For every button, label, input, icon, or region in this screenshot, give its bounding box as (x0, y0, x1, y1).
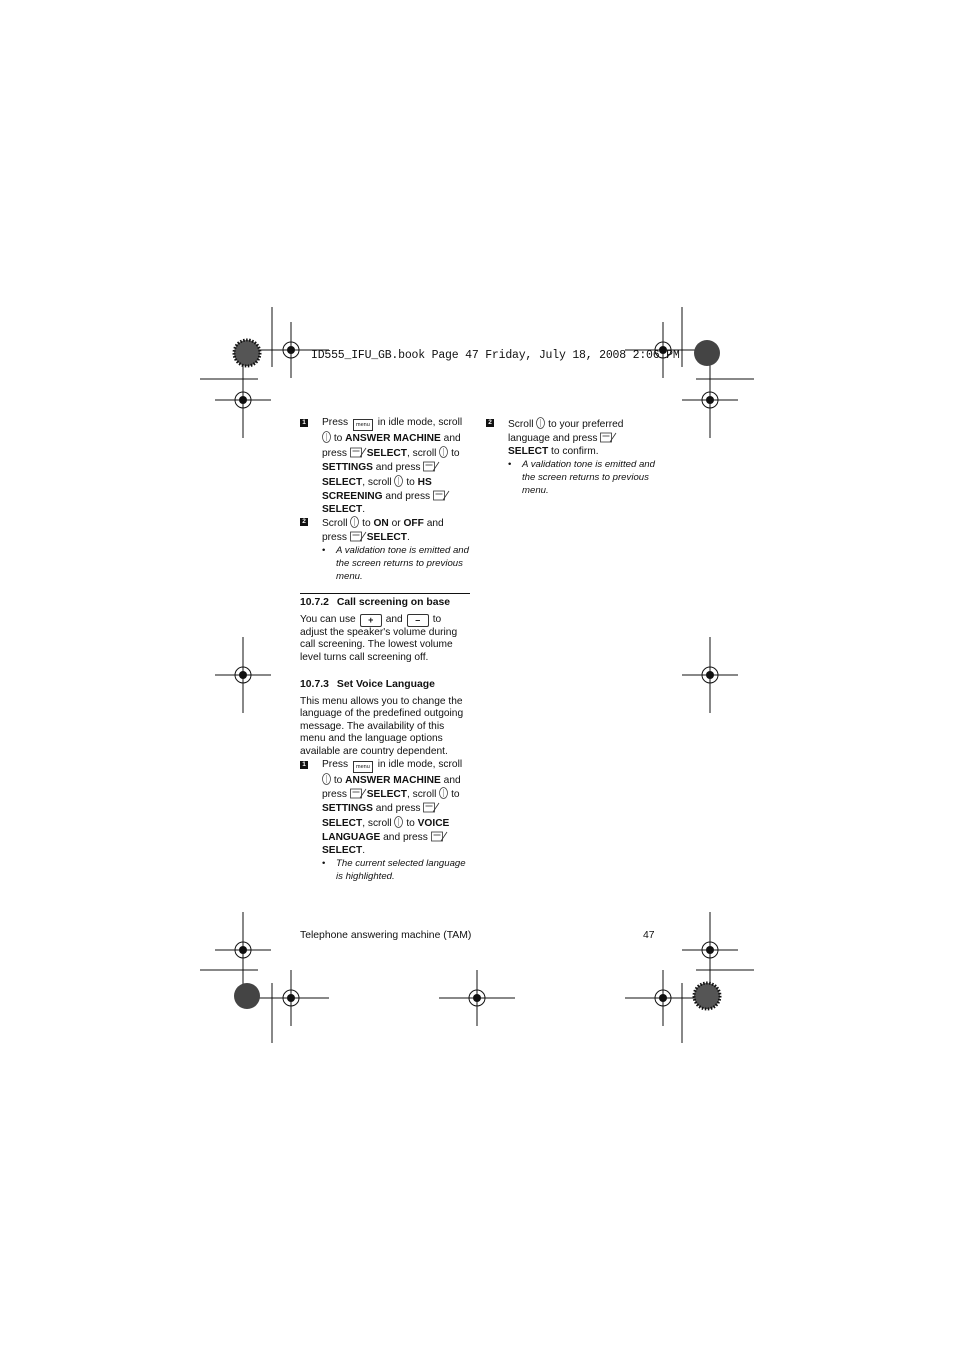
page-number: 47 (643, 930, 655, 941)
scroll-icon (322, 773, 331, 785)
step-1-voice-language: 1 Press menu in idle mode, scroll to ANSWER MACHINE and press SELECT, scroll to SETTINGS and press SELECT, scroll to VOICE LANGUAGE and press SELECT. • The current selected language is highlighted. (300, 759, 470, 884)
menu-key-icon: menu (353, 419, 373, 431)
step-2-on-off: 2 Scroll to ON or OFF and press SELECT. • A validation tone is emitted and the screen returns to previous menu. (300, 516, 470, 584)
softkey-icon (350, 788, 367, 799)
step-1-hs-screening: 1 Press menu in idle mode, scroll to ANSWER MACHINE and press SELECT, scroll to SETTINGS and press SELECT, scroll to HS SCREENING and press SELECT. (300, 417, 470, 516)
step-note: • A validation tone is emitted and the screen returns to previous menu. (322, 545, 469, 583)
step-number: 1 (300, 761, 308, 769)
scroll-icon (439, 446, 448, 458)
softkey-icon (433, 490, 450, 501)
volume-down-key-icon: – (407, 614, 429, 627)
softkey-icon (431, 831, 448, 842)
section-heading-voice-language: 10.7.3 Set Voice Language (300, 678, 435, 690)
voice-language-intro: This menu allows you to change the language of the predefined outgoing message. The availability of this menu and the language options available are country dependent. (300, 695, 464, 757)
softkey-icon (600, 432, 617, 443)
step-number: 1 (300, 419, 308, 427)
scroll-icon (536, 417, 545, 429)
softkey-icon (350, 447, 367, 458)
volume-up-key-icon: + (360, 614, 382, 627)
section-heading-call-screening: 10.7.2 Call screening on base (300, 596, 451, 608)
scroll-icon (350, 516, 359, 528)
scroll-icon (394, 475, 403, 487)
book-header: ID555_IFU_GB.book Page 47 Friday, July 18, 2008 2:06 PM (311, 349, 680, 362)
scroll-icon (439, 787, 448, 799)
softkey-icon (350, 531, 367, 542)
right-column (486, 417, 656, 497)
section-divider (300, 593, 470, 594)
softkey-icon (423, 461, 440, 472)
step-number: 2 (300, 518, 308, 526)
step-note: • The current selected language is highlighted. (322, 857, 466, 882)
softkey-icon (423, 802, 440, 813)
left-column (300, 417, 470, 884)
scroll-icon (322, 431, 331, 443)
call-screening-paragraph: You can use + and – to adjust the speaker's volume during call screening. The lowest volume level turns call screening off. (300, 613, 458, 664)
step-note: • A validation tone is emitted and the screen returns to previous menu. (508, 458, 655, 496)
step-number: 2 (486, 419, 494, 427)
scroll-icon (394, 816, 403, 828)
crosshair-marks (215, 322, 738, 1026)
footer-section-title: Telephone answering machine (TAM) (300, 930, 472, 941)
step-2-choose-language: 2 Scroll to your preferred language and press SELECT to confirm. • A validation tone is emitted and the screen returns to previous menu. (486, 417, 656, 497)
menu-key-icon: menu (353, 761, 373, 773)
